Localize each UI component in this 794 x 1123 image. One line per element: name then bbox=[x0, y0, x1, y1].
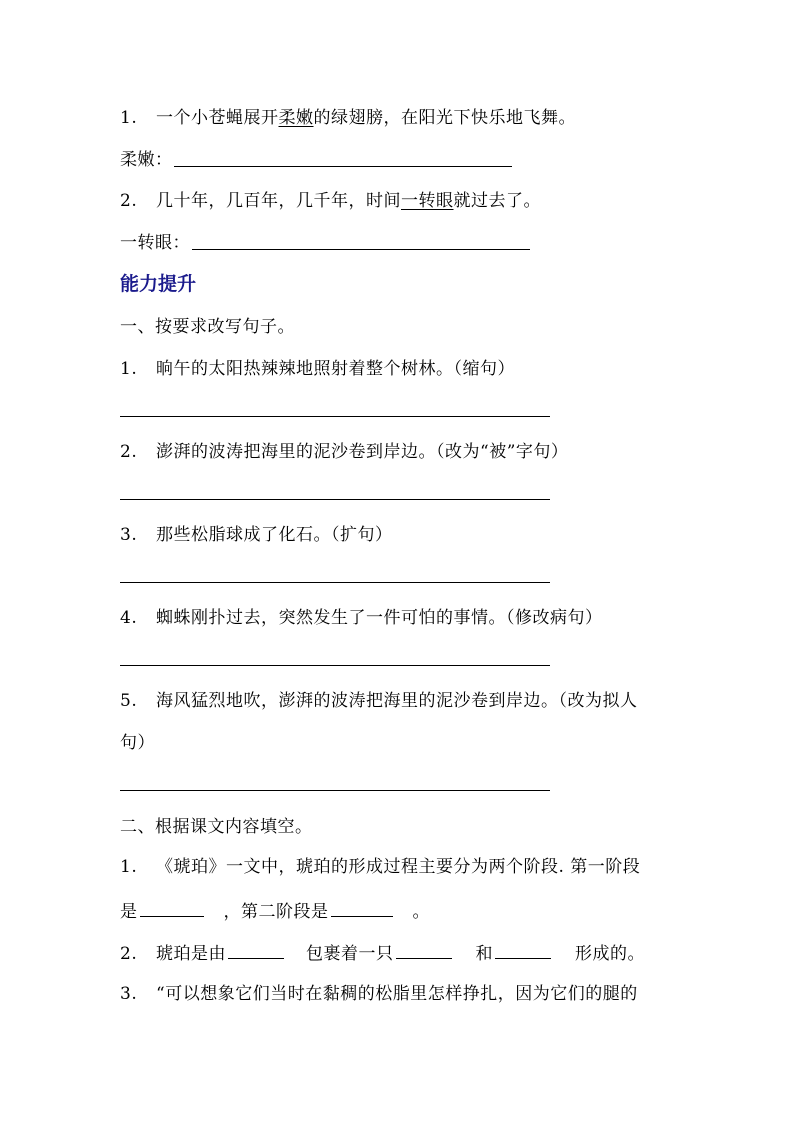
answer-line-2[interactable] bbox=[120, 499, 550, 500]
part1-title: 一、按要求改写句子。 bbox=[120, 317, 295, 337]
part2-q1-line1 bbox=[120, 855, 640, 879]
fill-blank[interactable] bbox=[495, 940, 551, 959]
part2-title: 二、根据课文内容填空。 bbox=[120, 817, 313, 837]
item-number: 3. bbox=[120, 984, 138, 1004]
item-number: 1. bbox=[120, 857, 138, 877]
item-number: 1. bbox=[120, 108, 138, 128]
part1-item-2 bbox=[120, 440, 568, 464]
part1-item-3 bbox=[120, 523, 393, 547]
question-text: 琥珀是由 bbox=[156, 944, 226, 964]
question-text: 晌午的太阳热辣辣地照射着整个树林。（缩句） bbox=[156, 359, 515, 379]
underlined-word: 柔嫩 bbox=[278, 108, 314, 128]
item-number: 5. bbox=[120, 691, 138, 711]
question-text: “可以想象它们当时在黏稠的松脂里怎样挣扎，因为它们的腿的 bbox=[156, 984, 638, 1004]
item-number: 2. bbox=[120, 442, 138, 462]
section-heading: 能力提升 bbox=[120, 273, 197, 295]
vocab-answer-line-2[interactable] bbox=[192, 249, 530, 250]
question-text: 。 bbox=[412, 902, 430, 922]
fill-blank[interactable] bbox=[140, 898, 204, 917]
part1-item-5-cont: 句） bbox=[120, 733, 155, 753]
vocab-answer-line-1[interactable] bbox=[174, 166, 512, 167]
part1-item-1 bbox=[120, 357, 515, 381]
question-text: 是 bbox=[120, 902, 138, 922]
fill-blank[interactable] bbox=[331, 898, 393, 917]
item-number: 1. bbox=[120, 359, 138, 379]
vocab-answer-label-1: 柔嫩： bbox=[120, 150, 173, 170]
item-number: 2. bbox=[120, 944, 138, 964]
question-text: 和 bbox=[475, 944, 493, 964]
part1-item-4 bbox=[120, 606, 603, 630]
question-text: 《琥珀》一文中，琥珀的形成过程主要分为两个阶段. 第一阶段 bbox=[156, 857, 641, 877]
answer-line-5[interactable] bbox=[120, 790, 550, 791]
item-number: 4. bbox=[120, 608, 138, 628]
item-number: 3. bbox=[120, 525, 138, 545]
part1-item-5 bbox=[120, 689, 638, 713]
answer-line-4[interactable] bbox=[120, 665, 550, 666]
part2-q2 bbox=[120, 940, 645, 966]
answer-line-3[interactable] bbox=[120, 582, 550, 583]
sentence-text: 几十年，几百年，几千年，时间 bbox=[156, 191, 401, 211]
answer-line-1[interactable] bbox=[120, 416, 550, 417]
sentence-text: 就过去了。 bbox=[453, 191, 541, 211]
question-text: 形成的。 bbox=[575, 944, 645, 964]
question-text: 那些松脂球成了化石。（扩句） bbox=[156, 525, 393, 545]
fill-blank[interactable] bbox=[228, 940, 284, 959]
question-text: 海风猛烈地吹，澎湃的波涛把海里的泥沙卷到岸边。（改为拟人 bbox=[156, 691, 638, 711]
underlined-word: 一转眼 bbox=[401, 191, 454, 211]
question-text: ，第二阶段是 bbox=[223, 902, 329, 922]
vocab-item-2 bbox=[120, 189, 541, 213]
vocab-answer-label-2: 一转眼： bbox=[120, 233, 190, 253]
sentence-text: 的绿翅膀，在阳光下快乐地飞舞。 bbox=[313, 108, 576, 128]
question-text: 包裹着一只 bbox=[306, 944, 394, 964]
vocab-item-1 bbox=[120, 106, 576, 130]
item-number: 2. bbox=[120, 191, 138, 211]
question-text: 澎湃的波涛把海里的泥沙卷到岸边。（改为“被”字句） bbox=[156, 442, 569, 462]
sentence-text: 一个小苍蝇展开 bbox=[156, 108, 279, 128]
part2-q3 bbox=[120, 982, 638, 1006]
question-text: 蜘蛛刚扑过去，突然发生了一件可怕的事情。（修改病句） bbox=[156, 608, 603, 628]
fill-blank[interactable] bbox=[396, 940, 452, 959]
part2-q1-line2 bbox=[120, 898, 430, 924]
